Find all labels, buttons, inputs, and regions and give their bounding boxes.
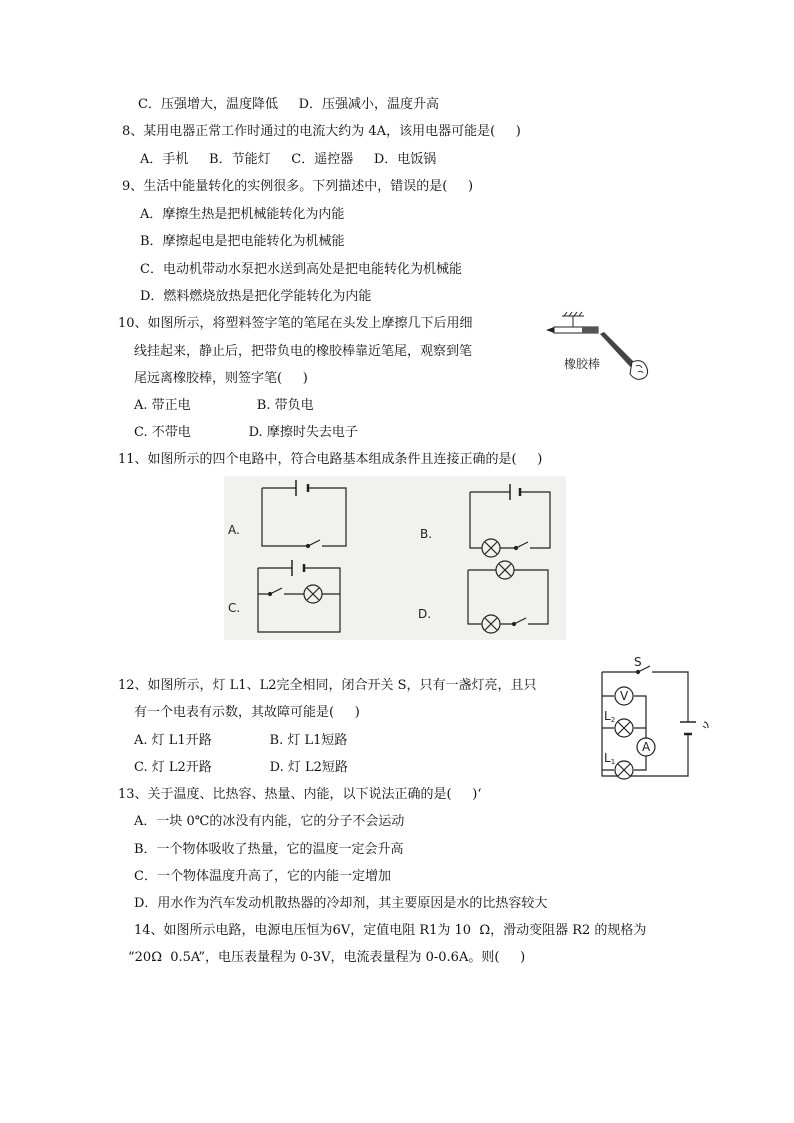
- ammeter-label: A: [642, 740, 651, 754]
- q9-option-d: D．燃料燃烧放热是把化学能转化为内能: [140, 289, 372, 304]
- q12-options-ab: A. 灯 L1开路 B. 灯 L1短路: [134, 733, 348, 748]
- q10-options-cd: C. 不带电 D. 摩擦时失去电子: [134, 425, 358, 440]
- q10-figure: [540, 306, 660, 386]
- lamp-l2-label: L2: [604, 709, 616, 724]
- question-9: 9、生活中能量转化的实例很多。下列描述中，错误的是( ): [122, 179, 474, 194]
- circuit-c-label: C.: [228, 601, 241, 615]
- question-8: 8、某用电器正常工作时通过的电流大约为 4A，该用电器可能是( ): [122, 124, 521, 139]
- question-12-line2: 有一个电表有示数，其故障可能是( ): [134, 705, 360, 720]
- switch-s-label: S: [634, 656, 642, 669]
- q13-option-a: A．一块 0℃的冰没有内能，它的分子不会运动: [134, 814, 405, 829]
- rubber-rod-icon: [600, 332, 648, 379]
- question-14-line1: 14、如图所示电路，电源电压恒为6V，定值电阻 R1为 10 Ω，滑动变阻器 R2 的规格为: [134, 923, 647, 938]
- q13-option-b: B．一个物体吸收了热量，它的温度一定会升高: [134, 842, 404, 857]
- q9-option-a: A．摩擦生热是把机械能转化为内能: [140, 207, 345, 222]
- q7-options-cd: C．压强增大，温度降低 D．压强减小，温度升高: [138, 97, 440, 112]
- q13-option-d: D．用水作为汽车发动机散热器的冷却剂，其主要原因是水的比热容较大: [134, 896, 548, 911]
- q13-option-c: C．一个物体温度升高了，它的内能一定增加: [134, 869, 391, 884]
- question-10-line1: 10、如图所示，将塑料签字笔的笔尾在头发上摩擦几下后用细: [118, 316, 473, 331]
- question-11: 11、如图所示的四个电路中，符合电路基本组成条件且连接正确的是( ): [118, 452, 543, 467]
- q12-options-cd: C. 灯 L2开路 D. 灯 L2短路: [134, 760, 348, 775]
- question-10-line2: 线挂起来，静止后，把带负电的橡胶棒靠近笔尾，观察到笔: [134, 344, 473, 359]
- question-12-line1: 12、如图所示，灯 L1、L2完全相同，闭合开关 S，只有一盏灯亮，且只: [118, 678, 537, 693]
- lamp-l1-label: L1: [604, 751, 616, 766]
- pen-icon: [546, 327, 598, 333]
- circuit-b-label: B.: [420, 527, 433, 541]
- q11-figure: [224, 476, 566, 640]
- question-13: 13、关于温度、比热容、热量、内能，以下说法正确的是( )‘: [118, 787, 482, 802]
- voltmeter-label: V: [620, 689, 629, 703]
- ceiling-support-icon: [562, 312, 584, 328]
- question-14-line2: “20Ω 0.5A”，电压表量程为 0-3V，电流表量程为 0-0.6A。则( ): [128, 950, 526, 965]
- rubber-rod-label: 橡胶棒: [564, 357, 601, 371]
- q12-figure: [596, 656, 726, 782]
- circuit-d-label: D.: [418, 607, 432, 621]
- q10-options-ab: A. 带正电 B. 带负电: [134, 398, 314, 413]
- q8-options: A．手机 B．节能灯 C．遥控器 D．电饭锅: [140, 152, 437, 167]
- q9-option-b: B．摩擦起电是把电能转化为机械能: [140, 234, 345, 249]
- circuit-a-label: A.: [228, 523, 240, 537]
- q9-option-c: C．电动机带动水泵把水送到高处是把电能转化为机械能: [140, 262, 462, 277]
- question-10-line3: 尾远离橡胶棒，则签字笔( ): [134, 371, 308, 386]
